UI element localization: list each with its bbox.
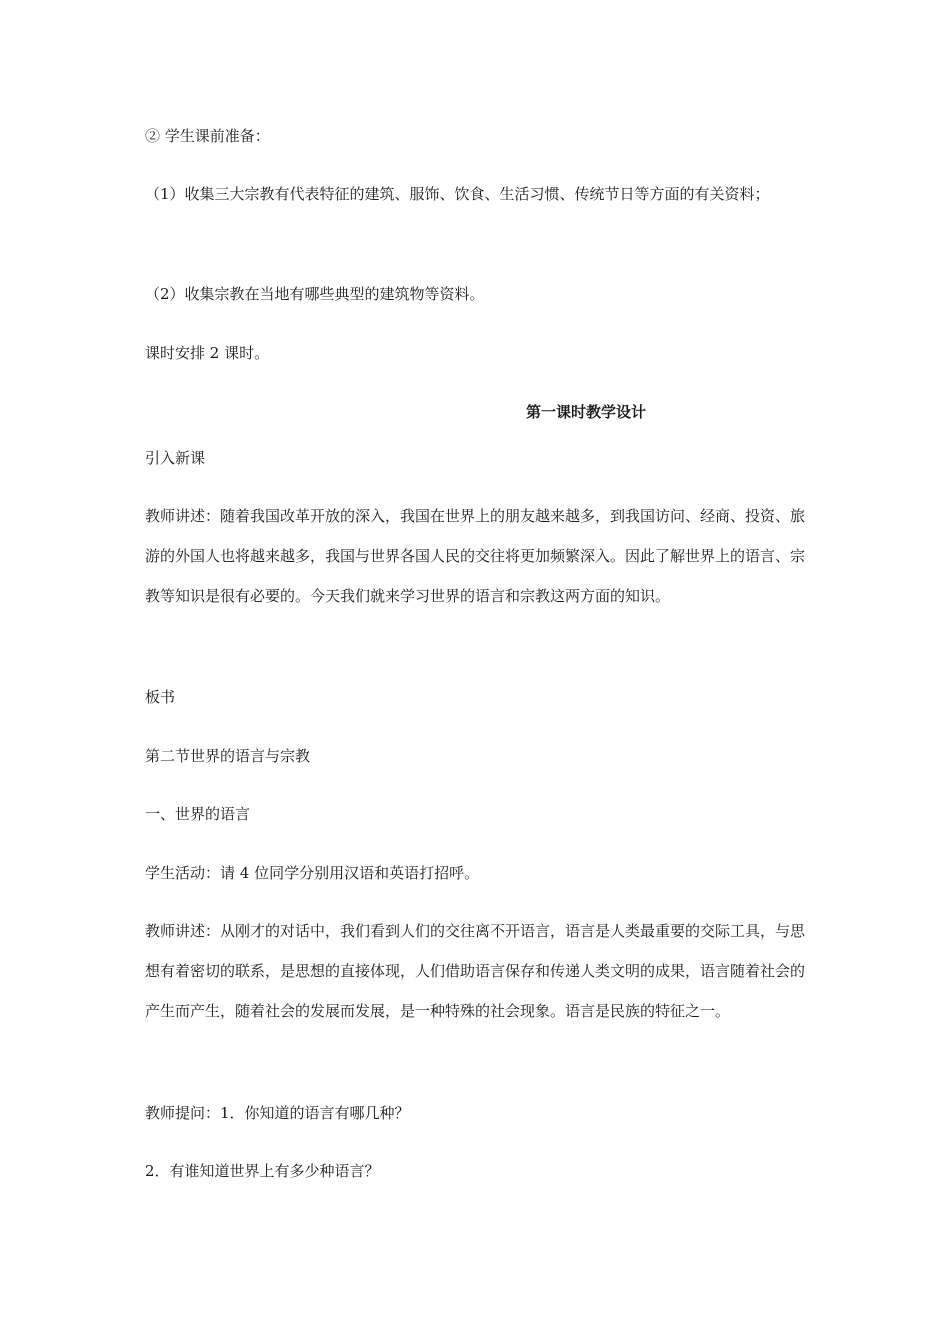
board-label: 板书 (145, 688, 176, 706)
teacher-question-1: 教师提问：1．你知道的语言有哪几种？ (145, 1104, 410, 1122)
class-schedule: 课时安排 2 课时。 (145, 344, 270, 362)
teacher-explain-paragraph: 教师讲述：从刚才的对话中，我们看到人们的交往离不开语言，语言是人类最重要的交际工具，与思想有着密切的联系，是思想的直接体现，人们借助语言保存和传递人类文明的成果，语言随着社会的产生而产生，随着社会的发展而发展，是一种特殊的社会现象。语言是民族的特征之一。 (145, 922, 806, 1020)
lesson-heading: 第一课时教学设计 (525, 403, 646, 421)
prep-item-2: （2）收集宗教在当地有哪些典型的建筑物等资料。 (145, 285, 485, 303)
intro-label: 引入新课 (145, 449, 206, 467)
student-activity: 学生活动：请 4 位同学分别用汉语和英语打招呼。 (145, 864, 480, 882)
section-title: 第二节世界的语言与宗教 (145, 747, 311, 765)
prep-item-1: （1）收集三大宗教有代表特征的建筑、服饰、饮食、生活习惯、传统节日等方面的有关资料； (145, 185, 770, 203)
teacher-intro-paragraph: 教师讲述：随着我国改革开放的深入，我国在世界上的朋友越来越多，到我国访问、经商、投资、旅游的外国人也将越来越多，我国与世界各国人民的交往将更加频繁深入。因此了解世界上的语言、宗教等知识是很有必要的。今天我们就来学习世界的语言和宗教这两方面的知识。 (145, 507, 806, 605)
teacher-question-2: 2．有谁知道世界上有多少种语言？ (145, 1162, 380, 1180)
subsection-title: 一、世界的语言 (145, 805, 251, 823)
student-prep-title: ② 学生课前准备： (145, 127, 270, 145)
